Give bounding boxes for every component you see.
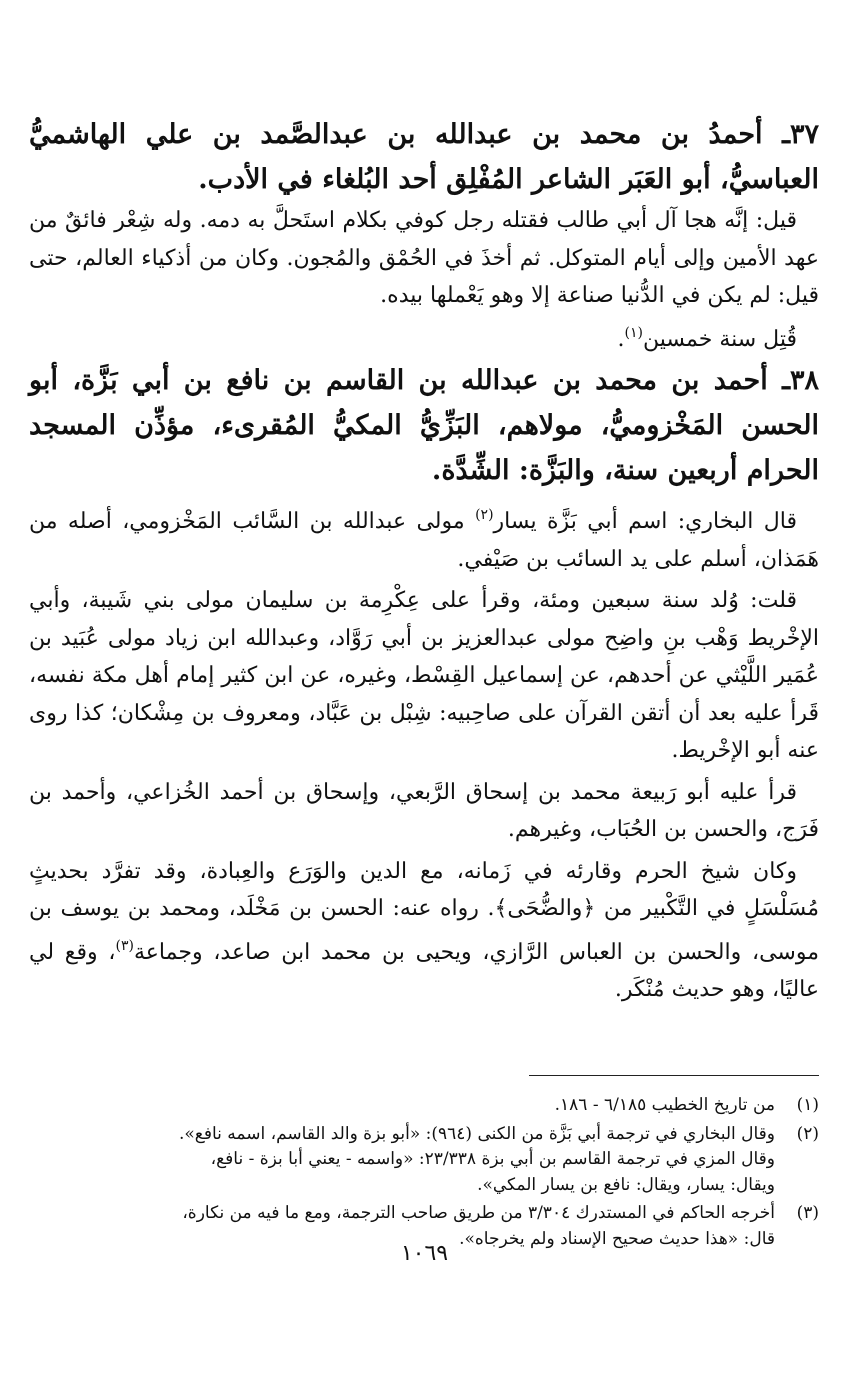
entry-38-p1-text-a: قال البخاري: اسم أبي بَزَّة يسار <box>493 509 797 534</box>
footnotes <box>29 1093 819 1255</box>
entry-37-death-end: . <box>617 326 625 352</box>
entry-38-paragraph-4 <box>29 853 819 1009</box>
footnote-line: وقال المزي في ترجمة القاسم بن أبي بزة ٢٣/٣٣٨: «واسمه - يعني أبا بزة - نافع، <box>210 1149 775 1169</box>
footnote-line: من تاريخ الخطيب ٦/١٨٥ - ١٨٦. <box>554 1095 775 1115</box>
footnote-line: ويقال: يسار، ويقال: نافع بن يسار المكي». <box>477 1174 775 1195</box>
entry-37-death-text: قُتِل سنة خمسين <box>643 326 797 352</box>
entry-38-heading: ٣٨ـ أحمد بن محمد بن عبدالله بن القاسم بن نافع بن أبي بَزَّة، أبو الحسن المَخْزوميُّ، مولاهم، البَزِّيُّ المكيُّ المُقرىء، مؤذِّن المسجد الحرام أربعين سنة، والبَزَّة: الشِّدَّة. <box>29 365 819 486</box>
entry-38-paragraph-2: قلت: وُلد سنة سبعين ومئة، وقرأ على عِكْرِمة بن سليمان مولى بني شَيبة، وأبي الإخْريط وَهْب بنِ واضِح مولى عبدالعزيز بن أبي رَوَّاد، وعبدالله ابن زياد مولى عُبَيد بن عُمَير اللَّيْثي عن أحدهم، عن إسماعيل القِسْط، وغيره، عن ابن كثير إمام أهل مكة نفسه، قَرأ عليه بعد أن أتقن القرآن على صاحِبيه: شِبْل بن عَبَّاد، ومعروف بن مِشْكان؛ كذا روى عنه أبو الإخْريط. <box>29 588 819 763</box>
entry-38-p4-text-b: ، وقع لي عاليًا، وهو حديث مُنْكَر. <box>29 939 819 1002</box>
entry-38-paragraph-3: قرأ عليه أبو رَبيعة محمد بن إسحاق الرَّبعي، وإسحاق بن أحمد الخُزاعي، وأحمد بن فَرَج، والحسن بن الحُبَاب، وغيرهم. <box>29 779 819 842</box>
main-text <box>29 112 819 1009</box>
footnote-1 <box>29 1093 819 1119</box>
footnote-separator <box>529 1075 819 1076</box>
entry-38-p1-text-b: مولى عبدالله بن السَّائب المَخْزومي، أصله من هَمَذان، أسلم على يد السائب بن صَيْفي. <box>29 509 819 572</box>
footnote-line: وقال البخاري في ترجمة أبي بَزَّة من الكنى (٩٦٤): «أبو بزة والد القاسم، اسمه نافع». <box>179 1123 775 1144</box>
entry-38-paragraph-1 <box>29 497 819 578</box>
footnote-number: (١) <box>796 1095 819 1115</box>
footnote-ref-1[interactable]: (١) <box>624 324 643 341</box>
entry-38-p4-text-a: وكان شيخ الحرم وقارئه في زَمانه، مع الدين والوَرَع والعِبادة، وقد تفرَّد بحديثٍ مُسَلْسَلٍ في التَّكْبير من ﴿والضُّحَى﴾. رواه عنه: الحسن بن مَخْلَد، ومحمد بن يوسف بن موسى، والحسن بن العباس الرَّازي، ويحيى بن محمد ابن صاعد، وجماعة <box>29 858 819 965</box>
footnote-line: قال: «هذا حديث صحيح الإسناد ولم يخرجاه». <box>459 1228 775 1249</box>
footnote-2 <box>29 1122 819 1199</box>
entry-37-paragraph-2 <box>29 315 819 359</box>
entry-37-heading: ٣٧ـ أحمدُ بن محمد بن عبدالله بن عبدالصَّمد بن علي الهاشميُّ العباسيُّ، أبو العَبَر الشاعر المُفْلِق أحد البُلغاء في الأدب. <box>29 119 819 195</box>
footnote-number: (٢) <box>796 1123 819 1144</box>
footnote-ref-2[interactable]: (٢) <box>475 507 494 523</box>
entry-37-paragraph-1: قيل: إنَّه هجا آل أبي طالب فقتله رجل كوفي بكلام استَحلَّ به دمه. وله شِعْر فائقٌ من عهد الأمين وإلى أيام المتوكل. ثم أخذَ في الحُمْق والمُجون. وكان من أذكياء العالم، حتى قيل: لم يكن في الدُّنيا صناعة إلا وهو يَعْملها بيده. <box>29 208 819 308</box>
footnote-line: أخرجه الحاكم في المستدرك ٣/٣٠٤ من طريق صاحب الترجمة، ومع ما فيه من نكارة، <box>182 1203 775 1223</box>
footnote-ref-3[interactable]: (٣) <box>115 937 134 954</box>
page-number: ١٠٦٩ <box>400 1241 449 1266</box>
footnote-number: (٣) <box>796 1203 819 1223</box>
